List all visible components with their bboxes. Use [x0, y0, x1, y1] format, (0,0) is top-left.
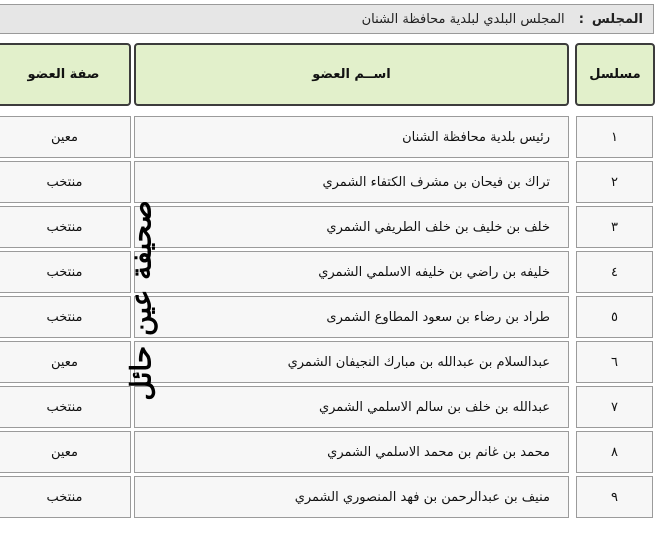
council-title-bar: [0, 4, 654, 34]
column-header-serial: مسلسل: [575, 43, 655, 106]
member-name-cell: رئيس بلدية محافظة الشنان: [134, 116, 569, 158]
member-role-cell: معين: [0, 341, 131, 383]
serial-cell: ٧: [576, 386, 653, 428]
member-role-cell: منتخب: [0, 386, 131, 428]
watermark-text: صحيفة عين حائل: [124, 199, 158, 401]
table-row: [0, 296, 655, 340]
member-role-cell: منتخب: [0, 296, 131, 338]
member-role-cell: منتخب: [0, 476, 131, 518]
serial-cell: ٥: [576, 296, 653, 338]
council-name: المجلس البلدي لبلدية محافظة الشنان: [361, 11, 565, 27]
serial-cell: ٢: [576, 161, 653, 203]
member-role-cell: معين: [0, 431, 131, 473]
table-row: [0, 386, 655, 430]
serial-cell: ٨: [576, 431, 653, 473]
column-header-member-role: صفة العضو: [0, 43, 131, 106]
serial-cell: ٦: [576, 341, 653, 383]
table-row: [0, 341, 655, 385]
member-name-cell: طراد بن رضاء بن سعود المطاوع الشمرى: [134, 296, 569, 338]
column-header-member-name: اســم العضو: [134, 43, 569, 106]
table-row: [0, 431, 655, 475]
table-row: [0, 476, 655, 520]
member-role-cell: معين: [0, 116, 131, 158]
table-row: [0, 206, 655, 250]
member-name-cell: محمد بن غانم بن محمد الاسلمي الشمري: [134, 431, 569, 473]
newspaper-watermark: [118, 180, 164, 420]
table-row: [0, 116, 655, 160]
member-name-cell: خلف بن خليف بن خلف الطريفي الشمري: [134, 206, 569, 248]
member-name-cell: منيف بن عبدالرحمن بن فهد المنصوري الشمري: [134, 476, 569, 518]
serial-cell: ١: [576, 116, 653, 158]
title-separator: :: [578, 11, 584, 27]
member-name-cell: خليفه بن راضي بن خليفه الاسلمي الشمري: [134, 251, 569, 293]
table-row: [0, 251, 655, 295]
serial-cell: ٣: [576, 206, 653, 248]
council-label: المجلس: [591, 11, 643, 27]
serial-cell: ٩: [576, 476, 653, 518]
member-role-cell: منتخب: [0, 251, 131, 293]
serial-cell: ٤: [576, 251, 653, 293]
member-name-cell: عبدالله بن خلف بن سالم الاسلمي الشمري: [134, 386, 569, 428]
member-name-cell: تراك بن فيحان بن مشرف الكتفاء الشمري: [134, 161, 569, 203]
table-row: [0, 161, 655, 205]
member-role-cell: منتخب: [0, 161, 131, 203]
member-name-cell: عبدالسلام بن عبدالله بن مبارك النجيفان الشمري: [134, 341, 569, 383]
member-role-cell: منتخب: [0, 206, 131, 248]
